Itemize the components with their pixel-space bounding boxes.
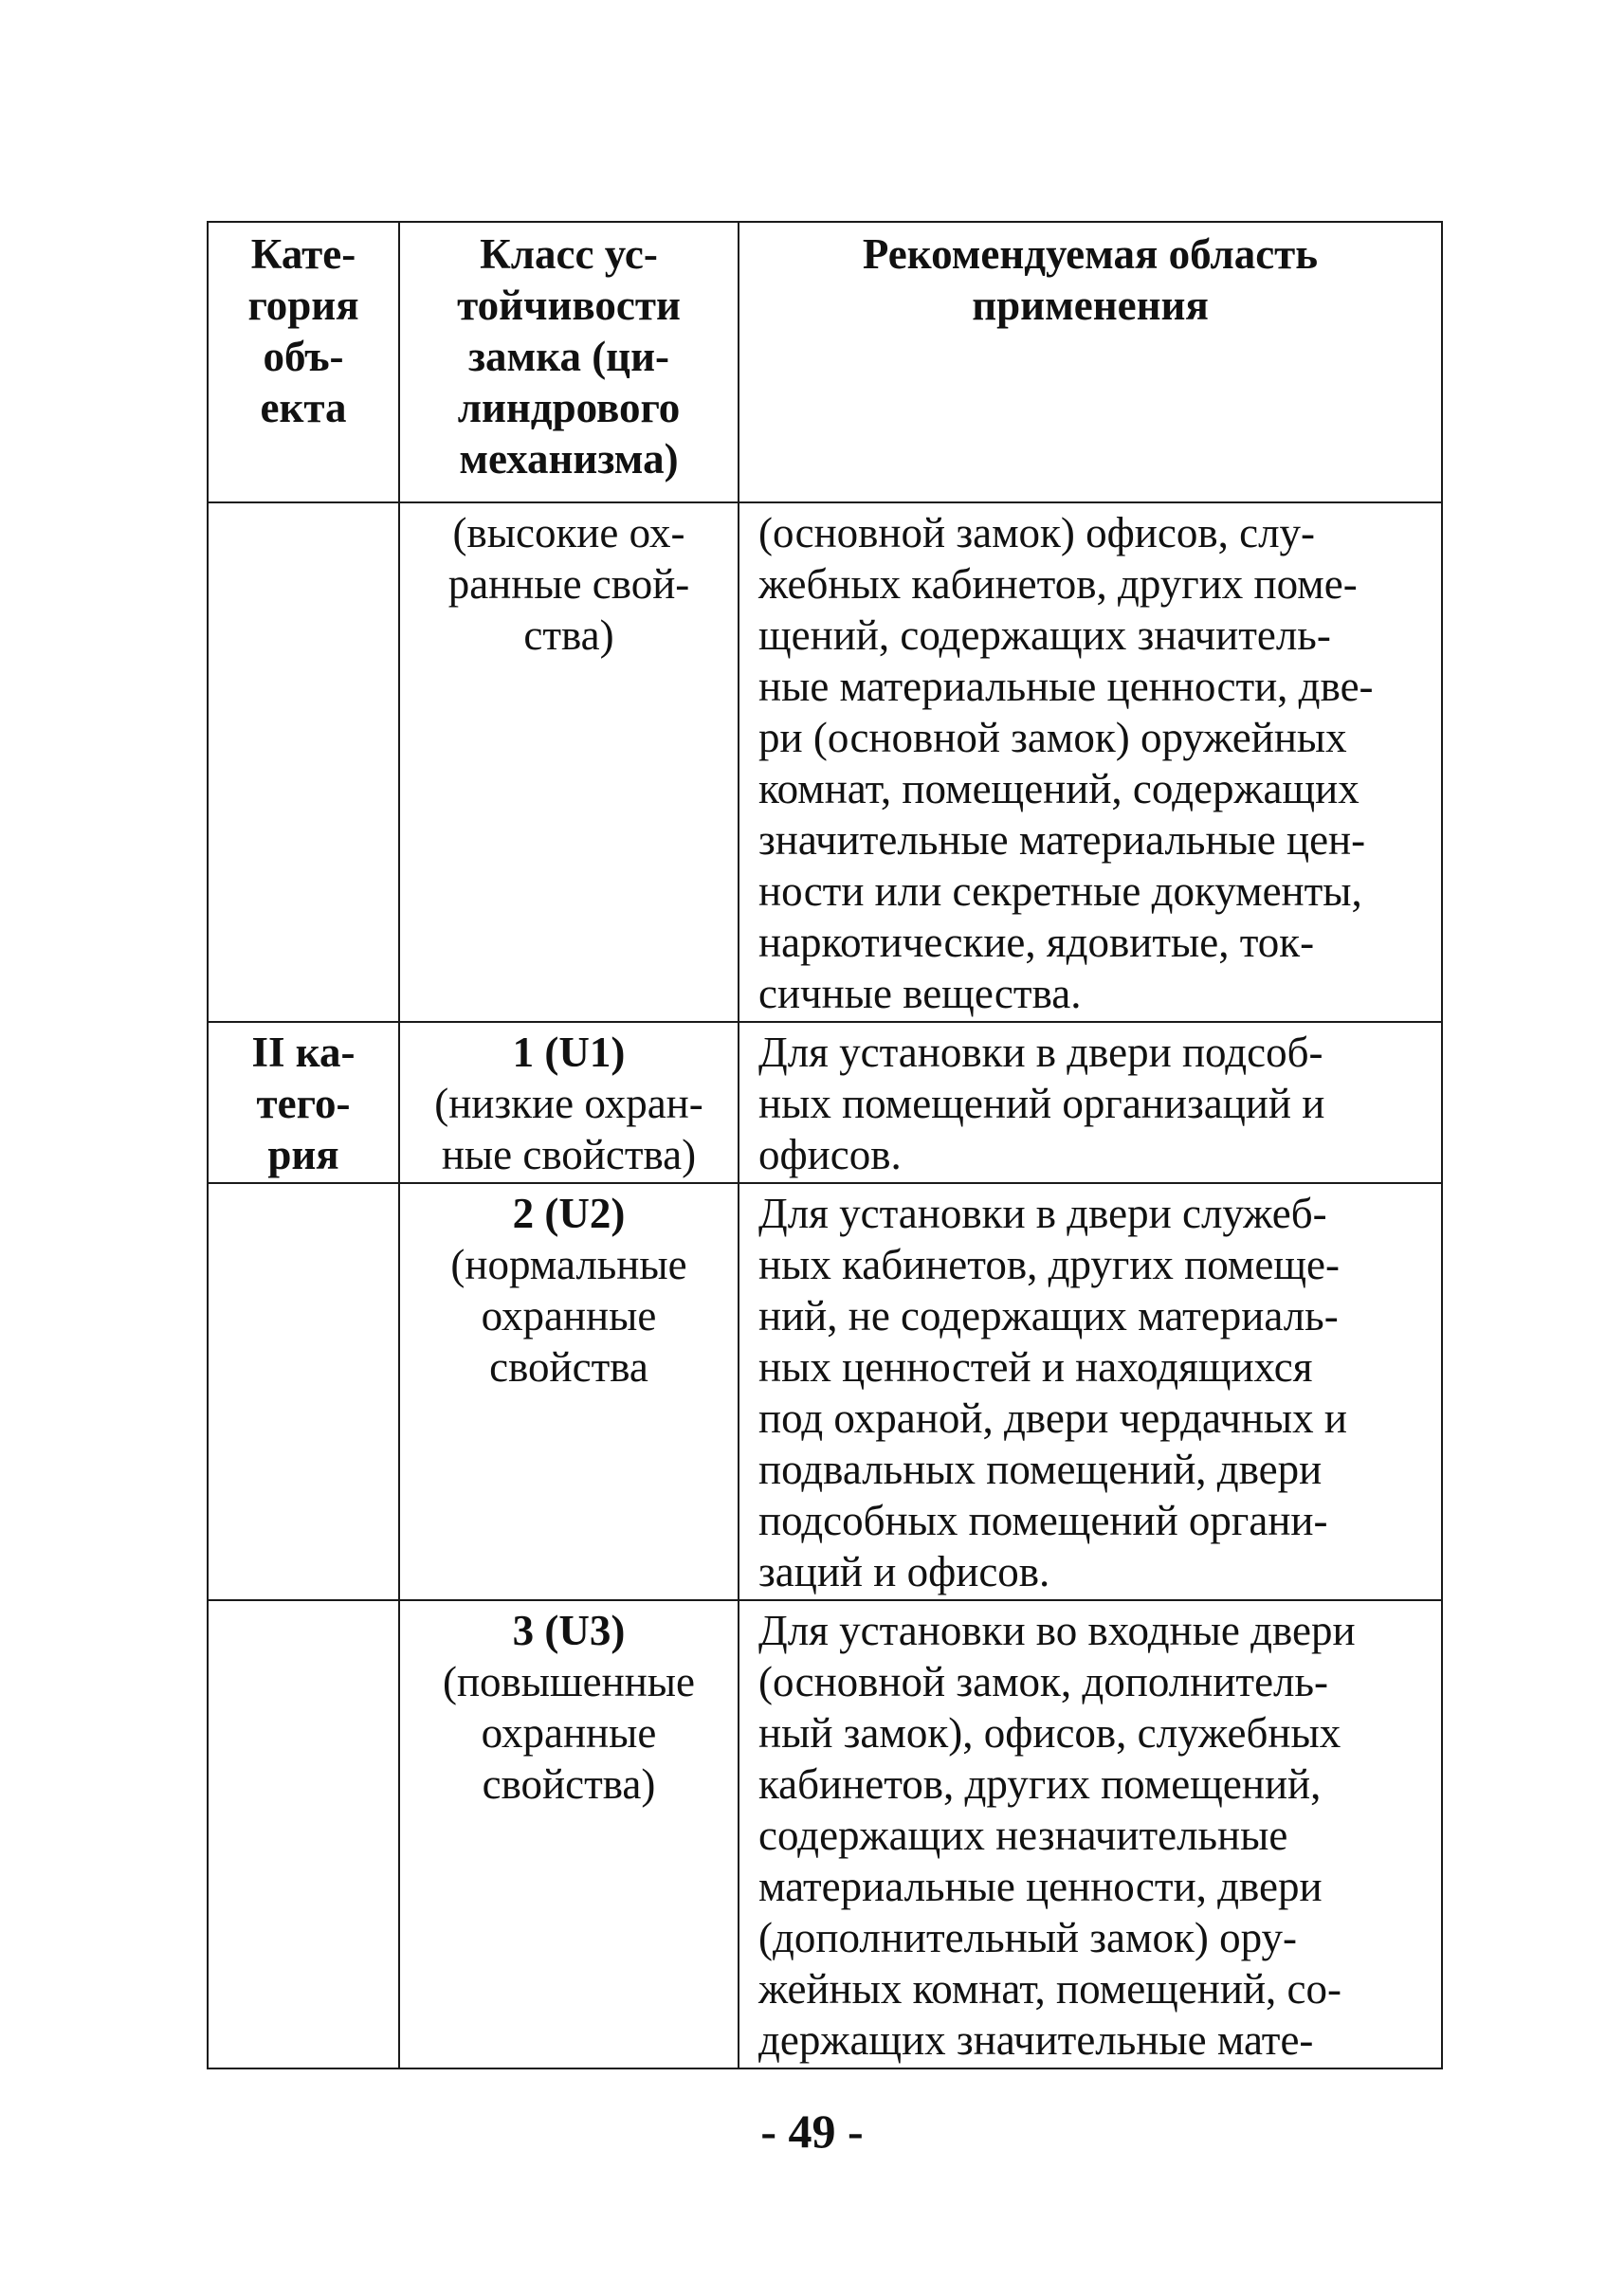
table-row: [208, 502, 1442, 1022]
cell-application-area: Для установки в двери служеб- ных кабинетов, других помеще- ний, не содержащих материаль- ных ценностей и находящихся под охраной, двери чердачных и подвальных помещений, двери подсобных помещений органи- заций и офисов.: [739, 1183, 1442, 1600]
table-header-row: [208, 222, 1442, 502]
lock-class-title: 1 (U1): [512, 1029, 626, 1076]
cell-category: [208, 502, 399, 1022]
cell-application-area: Для установки в двери подсоб- ных помещений организаций и офисов.: [739, 1022, 1442, 1183]
lock-class-description: (нормальные охранные свойства: [450, 1241, 687, 1391]
header-application-area: Рекомендуемая область применения: [739, 222, 1442, 502]
cell-application-area: Для установки во входные двери (основной замок, дополнитель- ный замок), офисов, служебных кабинетов, других помещений, содержащих незначительные материальные ценности, двери (дополнительный замок) ору- жейных комнат, помещений, со- держащих значительные мате-: [739, 1600, 1442, 2068]
table-row: [208, 1183, 1442, 1600]
cell-lock-class: [399, 502, 739, 1022]
lock-class-title: 3 (U3): [512, 1607, 626, 1654]
lock-class-description: (повышенные охранные свойства): [442, 1658, 696, 1808]
table-row: [208, 1600, 1442, 2068]
cell-category: [208, 1600, 399, 2068]
cell-category: [208, 1183, 399, 1600]
cell-lock-class: [399, 1600, 739, 2068]
header-lock-class: Класс ус- тойчивости замка (ци- линдрового механизма): [399, 222, 739, 502]
cell-application-area: (основной замок) офисов, слу- жебных кабинетов, других поме- щений, содержащих значитель- ные материальные ценности, две- ри (основной замок) оружейных комнат, помещений, содержащих значительные материальные цен- ности или секретные документы, наркотические, ядовитые, ток- сичные вещества.: [739, 502, 1442, 1022]
page-number: - 49 -: [760, 2105, 864, 2158]
cell-category: II ка- тего- рия: [208, 1022, 399, 1183]
header-category: Кате- гория объ- екта: [208, 222, 399, 502]
lock-class-description: (высокие ох- ранные свой- ства): [447, 509, 690, 659]
table-row: [208, 1022, 1442, 1183]
lock-class-description: (низкие охран- ные свойства): [434, 1080, 703, 1178]
lock-class-title: 2 (U2): [512, 1190, 626, 1237]
lock-class-table: [207, 221, 1443, 2069]
cell-lock-class: [399, 1022, 739, 1183]
cell-lock-class: [399, 1183, 739, 1600]
